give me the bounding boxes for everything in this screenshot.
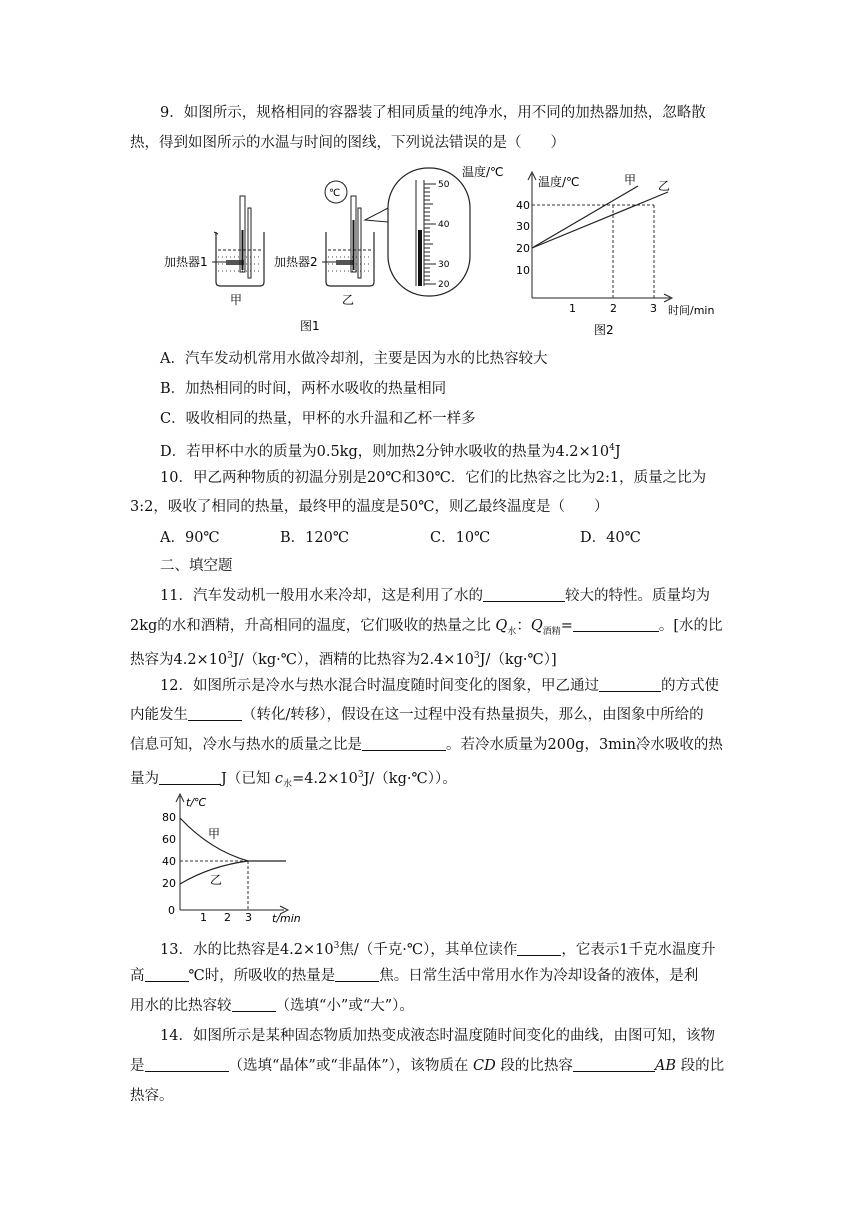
q14-blank-1[interactable] [145,1057,229,1072]
q11-line3: 热容为$4.2\times 10^3J/(kg\cdot℃)$，酒精的比热容为$2.4\times 10^3J/(kg\cdot℃)$] [130,651,557,668]
q12-blank-2[interactable] [188,706,242,721]
q12-line3: 信息可知，冷水与热水的质量之比是 。若冷水质量为200g，3min冷水吸收的热 [130,737,723,753]
fig2-xtick-3: 3 [650,302,657,315]
beaker-1 [214,196,264,286]
thermo-tick-20: 20 [438,280,450,290]
thermo-tick-40: 40 [438,220,450,230]
figure-1-beakers [160,160,504,340]
figure-2-graph [508,168,728,340]
fig2-line-yi [532,192,668,248]
q11-blank-2[interactable] [573,617,659,632]
q12-label-jia: 甲 [208,827,221,841]
q12-ylabel: t/℃ [186,796,207,809]
q11-blank-1[interactable] [483,587,565,602]
fig2-xlabel: 时间/min [668,304,715,317]
q12-line2: 内能发生 （转化/转移），假设在这一过程中没有热量损失，那么，由图象中所给的 [130,707,704,723]
q13-blank-2[interactable] [145,967,189,982]
q9-option-c: C．吸收相同的热量，甲杯的水升温和乙杯一样多 [160,411,476,427]
q13-line1: 13．水的比热容是$4.2\times 10^3$焦/（千克·℃），其单位读作 ，它表示1千克水温度升 [160,941,716,958]
q12-xtick-1: 1 [200,911,207,924]
q9-option-a: A．汽车发动机常用水做冷却剂，主要是因为水的比热容较大 [160,351,548,367]
q9-line1: 9．如图所示，规格相同的容器装了相同质量的纯净水，用不同的加热器加热，忽略散 [160,105,706,121]
q11-line1: 11．汽车发动机一般用水来冷却，这是利用了水的 较大的特性。质量均为 [160,588,710,604]
fig2-ytick-30: 30 [516,220,530,233]
figure1-caption: 图1 [300,319,320,333]
fig2-ytick-40: 40 [516,199,530,212]
q14-line3: 热容。 [130,1088,174,1104]
q14-line1: 14．如图所示是某种固态物质加热变成液态时温度随时间变化的曲线，由图可知，该物 [160,1028,715,1044]
beaker2-name: 乙 [342,293,355,307]
q13-line3: 用水的比热容较 （选填“小”或“大”）。 [130,998,414,1014]
q12-label-yi: 乙 [210,873,223,887]
fig2-ytick-20: 20 [516,242,530,255]
q11-line2: 2kg的水和酒精，升高相同的温度，它们吸收的热量之比 $Q_水$：$Q_{酒精}=$ 。[水的比 [130,618,723,637]
q13-line2: 高 ℃时，所吸收的热量是 焦。日常生活中常用水作为冷却设备的液体，是利 [130,968,699,984]
q10-line1: 10．甲乙两种物质的初温分别是20℃和30℃．它们的比热容之比为2:1，质量之比为 [160,470,707,486]
q10-option-c: C．10℃ [430,530,491,546]
fig2-xtick-1: 1 [569,302,576,315]
beaker1-name: 甲 [230,293,243,307]
thermo-unit: 温度/℃ [462,165,504,179]
section-fill-in-title: 二、填空题 [160,558,233,574]
q13-blank-1[interactable] [517,941,561,956]
q13-blank-4[interactable] [232,997,276,1012]
q12-ytick-20: 20 [162,877,176,890]
thermo-tick-30: 30 [438,260,450,270]
q12-line4: 量为 J（已知 $c_水=4.2\times 10^3J/(kg\cdot℃)$）。 [130,770,457,790]
q10-option-a: A．90℃ [160,530,220,546]
fig2-line-jia [532,186,638,248]
q9-option-d: D．若甲杯中水的质量为0.5kg，则加热2分钟水吸收的热量为$4.2\times 10^4J$ [160,443,621,460]
fig2-caption: 图2 [594,323,614,337]
fig2-xtick-2: 2 [610,302,617,315]
q9-option-b: B．加热相同的时间，两杯水吸收的热量相同 [160,381,447,397]
q9-line2: 热，得到如图所示的水温与时间的图线，下列说法错误的是（ ） [130,135,565,151]
q12-xtick-3: 3 [245,911,252,924]
q10-option-d: D．40℃ [580,530,641,546]
thermo-badge: ℃ [329,188,341,199]
beaker1-label: 加热器1 [164,255,208,269]
q10-line2: 3:2，吸收了相同的热量，最终甲的温度是50℃，则乙最终温度是（ ） [130,499,609,515]
q12-ytick-40: 40 [162,855,176,868]
fig2-series-jia: 甲 [624,173,637,187]
q14-line2: 是 （选填“晶体”或“非晶体”），该物质在 CD 段的比热容 AB 段的比 [130,1058,725,1074]
q12-ytick-0: 0 [168,904,175,917]
q12-blank-1[interactable] [599,677,661,692]
q12-line1: 12．如图所示是冷水与热水混合时温度随时间变化的图象，甲乙通过 的方式使 [160,678,719,694]
fig2-ylabel: 温度/℃ [538,175,580,189]
q12-blank-3[interactable] [362,736,446,751]
thermo-tick-50: 50 [438,180,450,190]
fig2-ytick-10: 10 [516,264,530,277]
q12-xtick-2: 2 [224,911,231,924]
beaker2-label: 加热器2 [274,255,318,269]
q12-graph [150,790,310,926]
q12-blank-4[interactable] [159,770,221,785]
fig2-series-yi: 乙 [658,179,671,193]
q12-ytick-80: 80 [162,811,176,824]
q14-blank-2[interactable] [573,1057,655,1072]
q13-blank-3[interactable] [335,967,379,982]
q12-ytick-60: 60 [162,833,176,846]
q10-option-b: B．120℃ [280,530,350,546]
q12-xlabel: t/min [272,912,301,925]
